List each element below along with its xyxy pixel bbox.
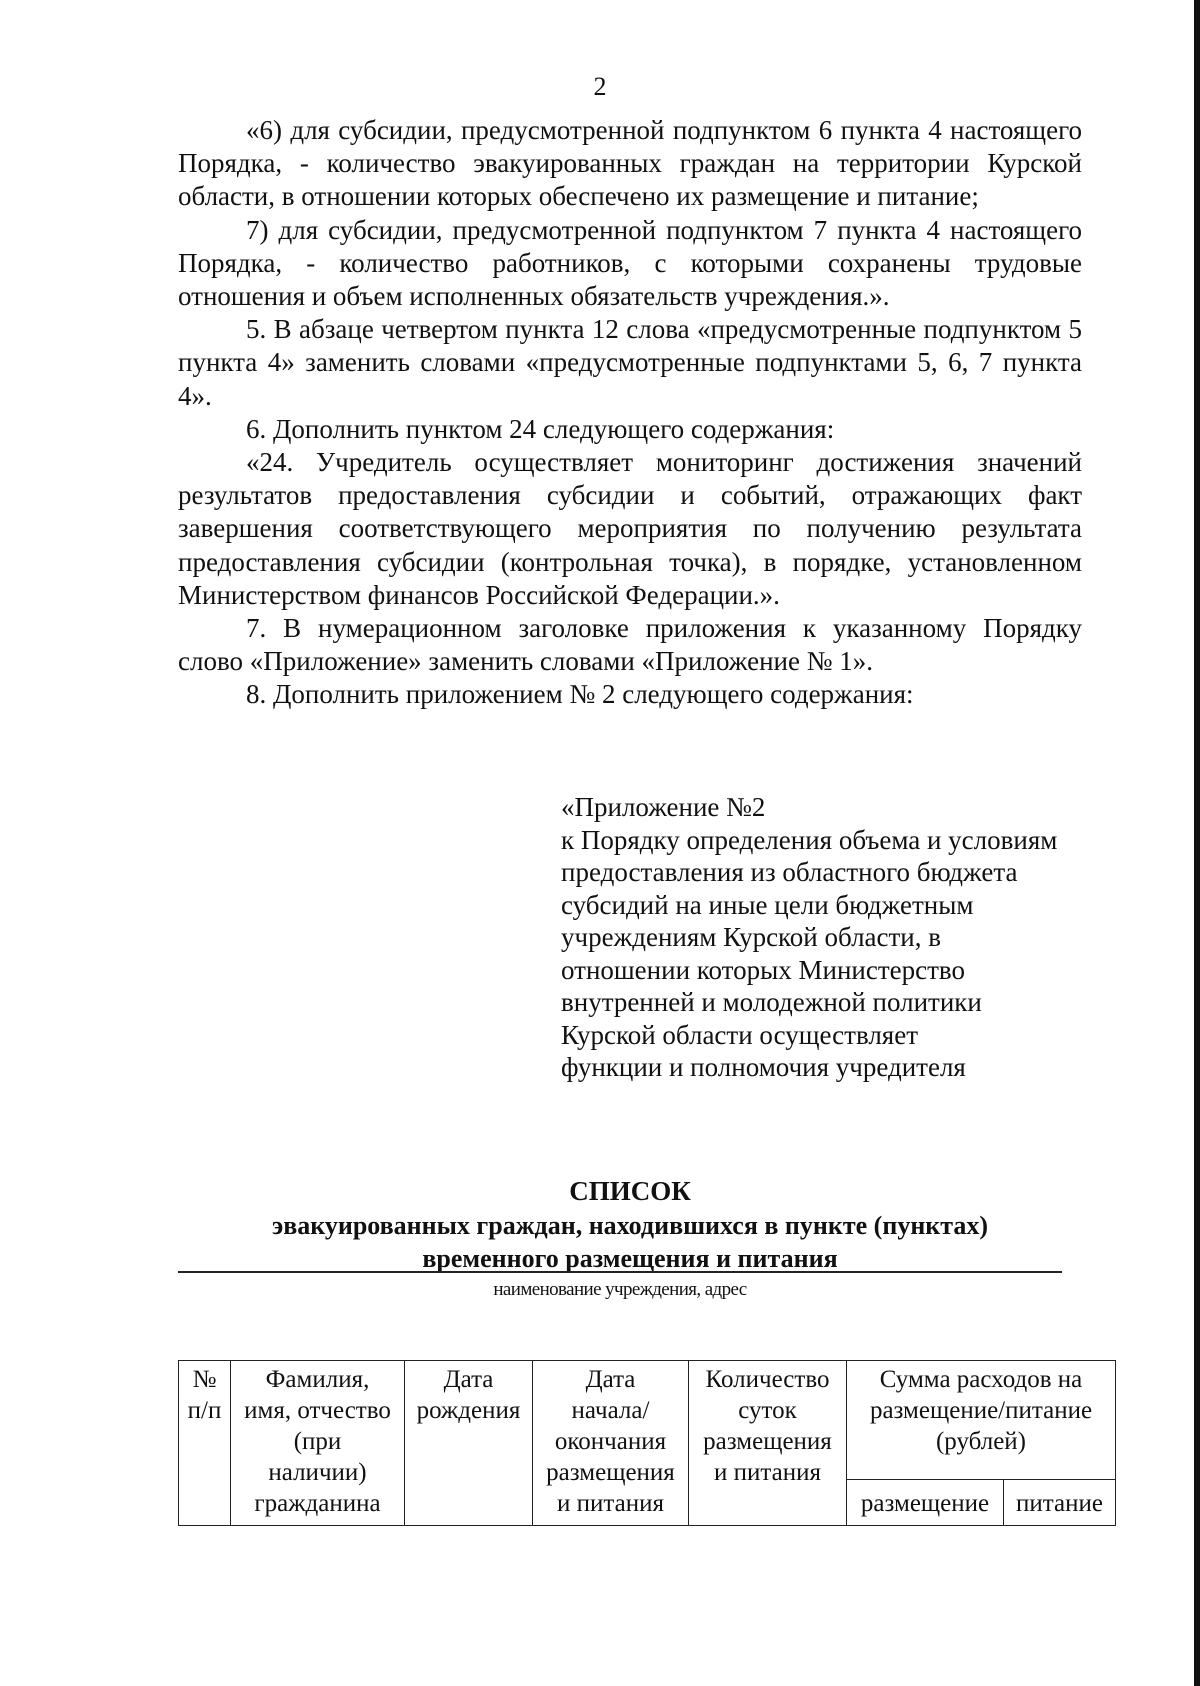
appendix-header: [561, 791, 1101, 1084]
institution-caption: наименование учреждения, адрес: [493, 1279, 747, 1300]
header-days-count: Количество суток размещения и питания: [689, 1361, 847, 1526]
appendix-line: к Порядку определения объема и условиям: [561, 824, 1058, 855]
scan-edge: [1194, 0, 1200, 1686]
header-food: питание: [1004, 1479, 1116, 1525]
paragraph-item-6: 6. Дополнить пунктом 24 следующего содержания:: [246, 413, 835, 444]
list-subtitle-line: временного размещения и питания: [422, 1244, 838, 1273]
appendix-line: функции и полномочия учредителя: [561, 1052, 966, 1082]
list-subtitle-line: эвакуированных граждан, находившихся в пункте (пунктах): [271, 1211, 989, 1240]
header-accommodation: размещение: [847, 1479, 1004, 1525]
list-subtitle: [178, 1209, 1082, 1275]
appendix-line: «Приложение №2: [561, 792, 766, 822]
paragraph-item-5: 5. В абзаце четвертом пункта 12 слова «предусмотренные подпунктом 5 пункта 4» заменить словами «предусмотренные подпунктами 5, 6, 7 пункта 4».: [178, 314, 1082, 411]
paragraph-clause-24: «24. Учредитель осуществляет мониторинг достижения значений результатов предоставления субсидии и событий, отражающих факт завершения соответствующего мероприятия по получению результата предоставления субсидии (контрольная точка), в порядке, установленном Министерством финансов Российской Федерации.».: [178, 447, 1082, 610]
paragraph-item-7: 7. В нумерационном заголовке приложения к указанному Порядку слово «Приложение» заменить словами «Приложение № 1».: [178, 613, 1082, 677]
body-text: [178, 114, 1082, 712]
header-birth-date: Дата рождения: [405, 1361, 533, 1526]
header-full-name: Фамилия, имя, отчество (при наличии) гражданина: [231, 1361, 405, 1526]
appendix-line: учреждениям Курской области, в: [561, 922, 942, 952]
paragraph-subpoint-6: «6) для субсидии, предусмотренной подпунктом 6 пункта 4 настоящего Порядка, - количество эвакуированных граждан на территории Курской области, в отношении которых обеспечено их размещение и питание;: [178, 115, 1082, 212]
appendix-line: внутренней и молодежной политики: [561, 987, 982, 1017]
appendix-line: отношении которых Министерство: [561, 954, 965, 985]
table-header-row: [179, 1361, 1116, 1480]
paragraph-item-8: 8. Дополнить приложением № 2 следующего содержания:: [246, 679, 914, 710]
appendix-line: субсидий на иные цели бюджетным: [561, 889, 974, 920]
header-expenses-sum: Сумма расходов на размещение/питание (рублей): [847, 1361, 1116, 1480]
list-title: СПИСОК: [569, 1176, 691, 1206]
appendix-line: Курской области осуществляет: [561, 1019, 919, 1050]
paragraph-subpoint-7: 7) для субсидии, предусмотренной подпунктом 7 пункта 4 настоящего Порядка, - количество работников, с которыми сохранены трудовые отношения и объем исполненных обязательств учреждения.».: [178, 214, 1082, 312]
institution-underline: [178, 1271, 1062, 1273]
header-start-end-dates: Дата начала/ окончания размещения и питания: [533, 1361, 689, 1526]
page-number: 2: [593, 72, 607, 101]
header-number: № п/п: [179, 1361, 231, 1526]
evacuees-table: [178, 1360, 1116, 1526]
appendix-line: предоставления из областного бюджета: [561, 857, 1018, 887]
